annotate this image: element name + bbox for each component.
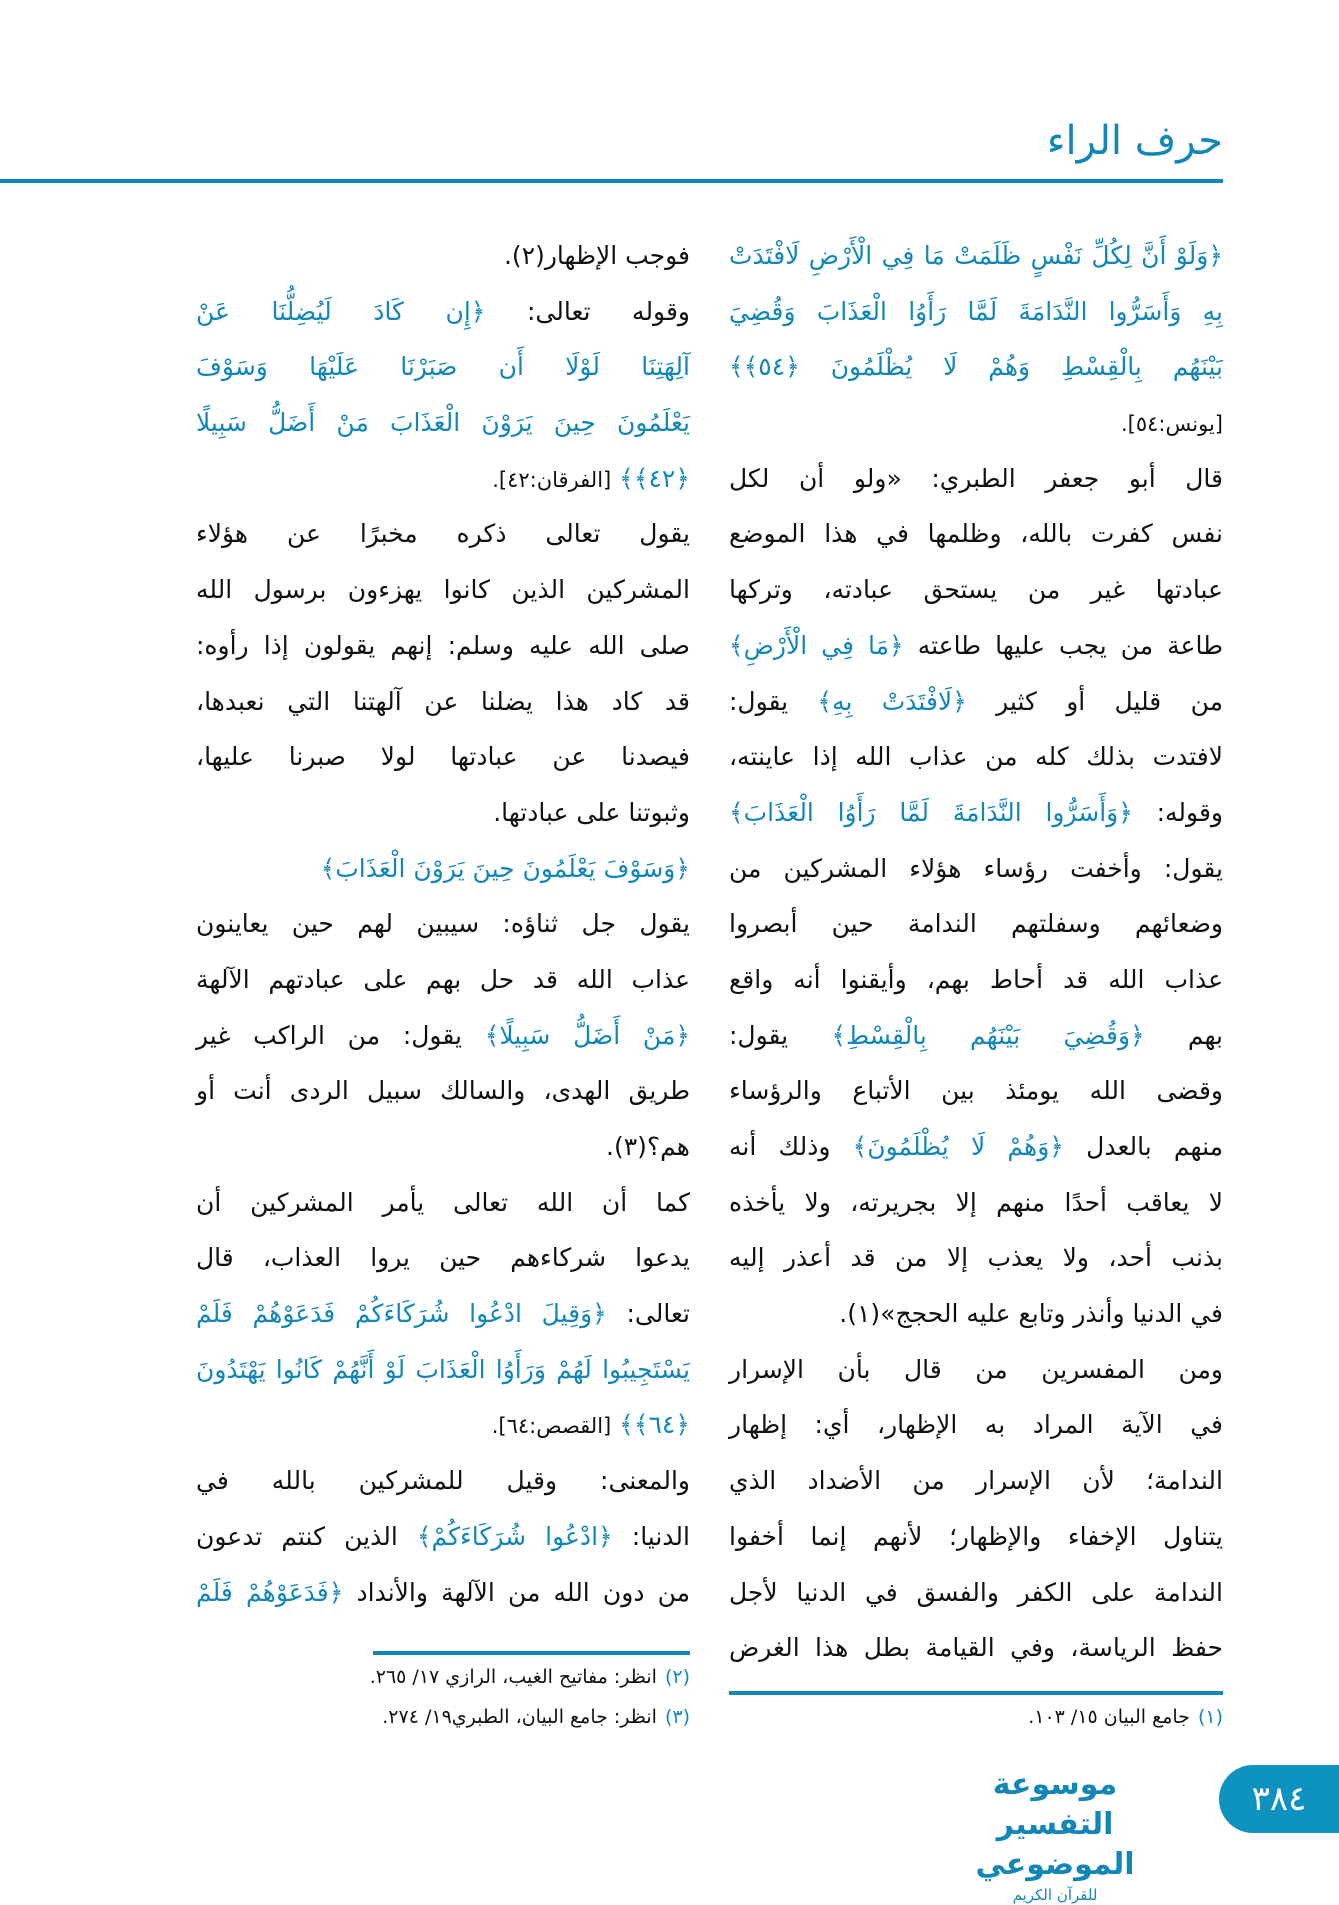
body-text: هم؟(٣). xyxy=(606,1132,690,1161)
verse-reference: [يونس:٥٤]. xyxy=(1120,412,1223,437)
chapter-title: حرف الراء xyxy=(1046,118,1223,164)
body-text: فيصدنا عن عبادتها لولا صبرنا عليها، xyxy=(196,742,690,772)
quran-verse: ﴿٦٤﴾﴾ xyxy=(611,1410,690,1440)
text-line xyxy=(729,1342,1223,1398)
quran-verse: ﴿وَقُضِيَ بَيْنَهُم بِالْقِسْطِ﴾ xyxy=(831,1020,1145,1050)
body-text: تعالى: xyxy=(606,1299,690,1329)
body-text: منهم بالعدل xyxy=(1063,1132,1224,1161)
logo-subtitle: للقرآن الكريم xyxy=(1012,1886,1098,1904)
body-text: من دون الله من الآلهة والأنداد xyxy=(343,1577,691,1607)
body-text: يدعوا شركاءهم حين يروا العذاب، قال xyxy=(196,1243,690,1273)
quran-verse: ﴿مَا فِي الْأَرْضِ﴾ xyxy=(729,630,904,660)
quran-verse: ﴿وَلَوْ أَنَّ لِكُلِّ نَفْسٍ ظَلَمَتْ مَا فِي الْأَرْضِ لَافْتَدَتْ xyxy=(729,241,1223,270)
text-line xyxy=(196,228,690,284)
body-text: في الدنيا وأنذر وتابع عليه الحجج»(١). xyxy=(839,1299,1223,1329)
footnote-text: جامع البيان ١٥/ ١٠٣. xyxy=(1028,1706,1190,1728)
right-column xyxy=(729,228,1223,1676)
header-rule xyxy=(0,179,1223,183)
quran-verse: ﴿وَسَوْفَ يَعْلَمُونَ حِينَ يَرَوْنَ الْعَذَابَ﴾ xyxy=(320,853,690,883)
text-line xyxy=(196,785,690,841)
body-text: طاعة من يجب عليها طاعته xyxy=(903,630,1223,660)
quran-verse: بِهِ وَأَسَرُّوا النَّدَامَةَ لَمَّا رَأَوُا الْعَذَابَ وَقُضِيَ xyxy=(729,296,1223,326)
text-line xyxy=(196,952,690,1008)
quran-verse: ﴿لَافْتَدَتْ بِهِ﴾ xyxy=(817,686,967,716)
quran-verse: ﴿وَأَسَرُّوا النَّدَامَةَ لَمَّا رَأَوُا الْعَذَابَ﴾ xyxy=(729,797,1133,827)
text-line xyxy=(729,729,1223,785)
body-text: ومن المفسرين من قال بأن الإسرار xyxy=(729,1354,1223,1384)
text-line xyxy=(729,1453,1223,1509)
text-line xyxy=(196,339,690,395)
page-number: ٣٨٤ xyxy=(1219,1765,1339,1833)
body-text: عذاب الله قد حل بهم على عبادتهم الآلهة xyxy=(196,964,690,994)
body-text: الندامة على الكفر والفسق في الدنيا لأجل xyxy=(729,1577,1223,1607)
text-line xyxy=(196,1175,690,1231)
footnote-2 xyxy=(370,1666,690,1688)
verse-reference: [الفرقان:٤٢]. xyxy=(492,467,612,492)
quran-verse: ﴿٤٢﴾﴾ xyxy=(611,463,690,493)
text-line xyxy=(729,1175,1223,1231)
text-line xyxy=(729,506,1223,562)
body-text: الندامة؛ لأن الإسرار من الأضداد الذي xyxy=(729,1466,1223,1496)
text-line xyxy=(729,1620,1223,1676)
body-text: الدنيا: xyxy=(612,1521,690,1551)
body-text: بذنب أحد، ولا يعذب إلا من قد أعذر إليه xyxy=(729,1243,1223,1273)
body-text: يقول جل ثناؤه: سيبين لهم حين يعاينون xyxy=(196,909,690,939)
body-text: والمعنى: وقيل للمشركين بالله في xyxy=(196,1466,690,1496)
body-text: لافتدت بذلك كله من عذاب الله إذا عاينته، xyxy=(729,742,1223,772)
text-line xyxy=(196,1230,690,1286)
text-line xyxy=(729,395,1223,451)
quran-verse: ﴿فَدَعَوْهُمْ فَلَمْ xyxy=(196,1577,344,1607)
body-text: وثبوتنا على عبادتها. xyxy=(493,797,690,827)
footnote-text: انظر: مفاتيح الغيب، الرازي ١٧/ ٢٦٥. xyxy=(369,1666,657,1688)
body-text: قال أبو جعفر الطبري: «ولو أن لكل xyxy=(729,463,1223,493)
text-line xyxy=(729,618,1223,674)
body-text: يتناول الإخفاء والإظهار؛ لأنهم إنما أخفوا xyxy=(729,1521,1223,1551)
footnote-3 xyxy=(382,1706,690,1728)
body-text: طريق الهدى، والسالك سبيل الردى أنت أو xyxy=(196,1076,690,1106)
body-text: الذين كنتم تدعون xyxy=(196,1521,417,1551)
logo-title: موسوعة التفسير الموضوعي xyxy=(975,1767,1135,1882)
text-line xyxy=(196,674,690,730)
text-line xyxy=(196,1119,690,1175)
text-line xyxy=(196,1063,690,1119)
text-line xyxy=(196,841,690,897)
body-text: يقول: xyxy=(729,686,818,716)
body-text: بهم xyxy=(1144,1020,1223,1050)
quran-verse: ﴿مَنْ أَضَلُّ سَبِيلًا﴾ xyxy=(484,1020,691,1050)
footnote-text: انظر: جامع البيان، الطبري١٩/ ٢٧٤. xyxy=(382,1706,657,1728)
quran-verse: يَعْلَمُونَ حِينَ يَرَوْنَ الْعَذَابَ مَنْ أَضَلُّ سَبِيلًا xyxy=(196,408,690,438)
text-line xyxy=(729,1565,1223,1621)
body-text: حفظ الرياسة، وفي القيامة بطل هذا الغرض xyxy=(729,1633,1223,1663)
text-line xyxy=(196,1286,690,1342)
text-line xyxy=(729,896,1223,952)
footnote-rule-right xyxy=(729,1691,1223,1695)
text-line xyxy=(729,228,1223,284)
text-line xyxy=(729,841,1223,897)
quran-verse: آلِهَتِنَا لَوْلَا أَن صَبَرْنَا عَلَيْهَا وَسَوْفَ xyxy=(196,352,690,382)
left-column xyxy=(196,228,690,1620)
text-line xyxy=(196,284,690,340)
text-line xyxy=(196,506,690,562)
text-line xyxy=(729,339,1223,395)
body-text: وقوله تعالى: xyxy=(485,296,691,326)
text-line xyxy=(729,1397,1223,1453)
quran-verse: ﴿إِن كَادَ لَيُضِلُّنَا عَنْ xyxy=(196,296,486,326)
body-text: في الآية المراد به الإظهار، أي: إظهار xyxy=(729,1410,1223,1440)
text-line xyxy=(196,618,690,674)
body-text: يقول: وأخفت رؤساء هؤلاء المشركين من xyxy=(729,853,1223,883)
text-line xyxy=(729,952,1223,1008)
body-text: عذاب الله قد أحاط بهم، وأيقنوا أنه واقع xyxy=(729,964,1223,994)
text-line xyxy=(196,562,690,618)
body-text: المشركين الذين كانوا يهزءون برسول الله xyxy=(196,575,690,605)
text-line xyxy=(729,1008,1223,1064)
body-text: يقول: من الراكب غير xyxy=(196,1020,485,1050)
text-line xyxy=(729,284,1223,340)
text-line xyxy=(196,451,690,507)
body-text: يقول تعالى ذكره مخبرًا عن هؤلاء xyxy=(196,519,690,549)
text-line xyxy=(729,1230,1223,1286)
text-line xyxy=(196,729,690,785)
body-text: وقضى الله يومئذ بين الأتباع والرؤساء xyxy=(729,1076,1223,1106)
text-line xyxy=(729,785,1223,841)
text-line xyxy=(729,674,1223,730)
text-line xyxy=(196,1397,690,1453)
quran-verse: بَيْنَهُم بِالْقِسْطِ وَهُمْ لَا يُظْلَمُونَ ﴿٥٤﴾﴾ xyxy=(729,352,1223,382)
text-line xyxy=(729,1063,1223,1119)
text-line xyxy=(196,1008,690,1064)
text-line xyxy=(729,451,1223,507)
body-text: يقول: xyxy=(729,1020,832,1050)
body-text: من قليل أو كثير xyxy=(966,686,1223,716)
body-text: لا يعاقب أحدًا منهم إلا بجريرته، ولا يأخذه xyxy=(729,1187,1223,1217)
text-line xyxy=(729,1286,1223,1342)
footnote-number: (٣) xyxy=(664,1706,690,1728)
text-line xyxy=(196,395,690,451)
footnote-1 xyxy=(1028,1706,1223,1728)
body-text: وضعائهم وسفلتهم الندامة حين أبصروا xyxy=(729,909,1223,939)
body-text: وقوله: xyxy=(1132,797,1223,827)
text-line xyxy=(196,1565,690,1621)
body-text: فوجب الإظهار(٢). xyxy=(503,241,690,270)
quran-verse: ﴿ادْعُوا شُرَكَاءَكُمْ﴾ xyxy=(416,1521,613,1551)
text-line xyxy=(196,1453,690,1509)
body-text: قد كاد هذا يضلنا عن آلهتنا التي نعبدها، xyxy=(196,686,690,716)
quran-verse: ﴿وَهُمْ لَا يُظْلَمُونَ﴾ xyxy=(852,1132,1064,1161)
text-line xyxy=(196,1342,690,1398)
footnote-number: (٢) xyxy=(664,1666,690,1688)
quran-verse: ﴿وَقِيلَ ادْعُوا شُرَكَاءَكُمْ فَدَعَوْهُمْ فَلَمْ xyxy=(196,1299,607,1329)
body-text: وذلك أنه xyxy=(729,1132,853,1161)
footnote-number: (١) xyxy=(1197,1706,1223,1728)
footnote-rule-left xyxy=(373,1651,690,1655)
verse-reference: [القصص:٦٤]. xyxy=(491,1414,612,1439)
quran-verse: يَسْتَجِيبُوا لَهُمْ وَرَأَوُا الْعَذَابَ لَوْ أَنَّهُمْ كَانُوا يَهْتَدُونَ xyxy=(196,1354,690,1384)
text-line xyxy=(196,1509,690,1565)
text-line xyxy=(196,896,690,952)
body-text: صلى الله عليه وسلم: إنهم يقولون إذا رأوه: xyxy=(196,630,690,660)
body-text: عبادتها غير من يستحق عبادته، وتركها xyxy=(729,575,1223,605)
body-text: نفس كفرت بالله، وظلمها في هذا الموضع xyxy=(729,519,1223,549)
text-line xyxy=(729,562,1223,618)
body-text: كما أن الله تعالى يأمر المشركين أن xyxy=(196,1187,690,1217)
text-line xyxy=(729,1509,1223,1565)
encyclopedia-logo xyxy=(930,1765,1180,1905)
text-line xyxy=(729,1119,1223,1175)
